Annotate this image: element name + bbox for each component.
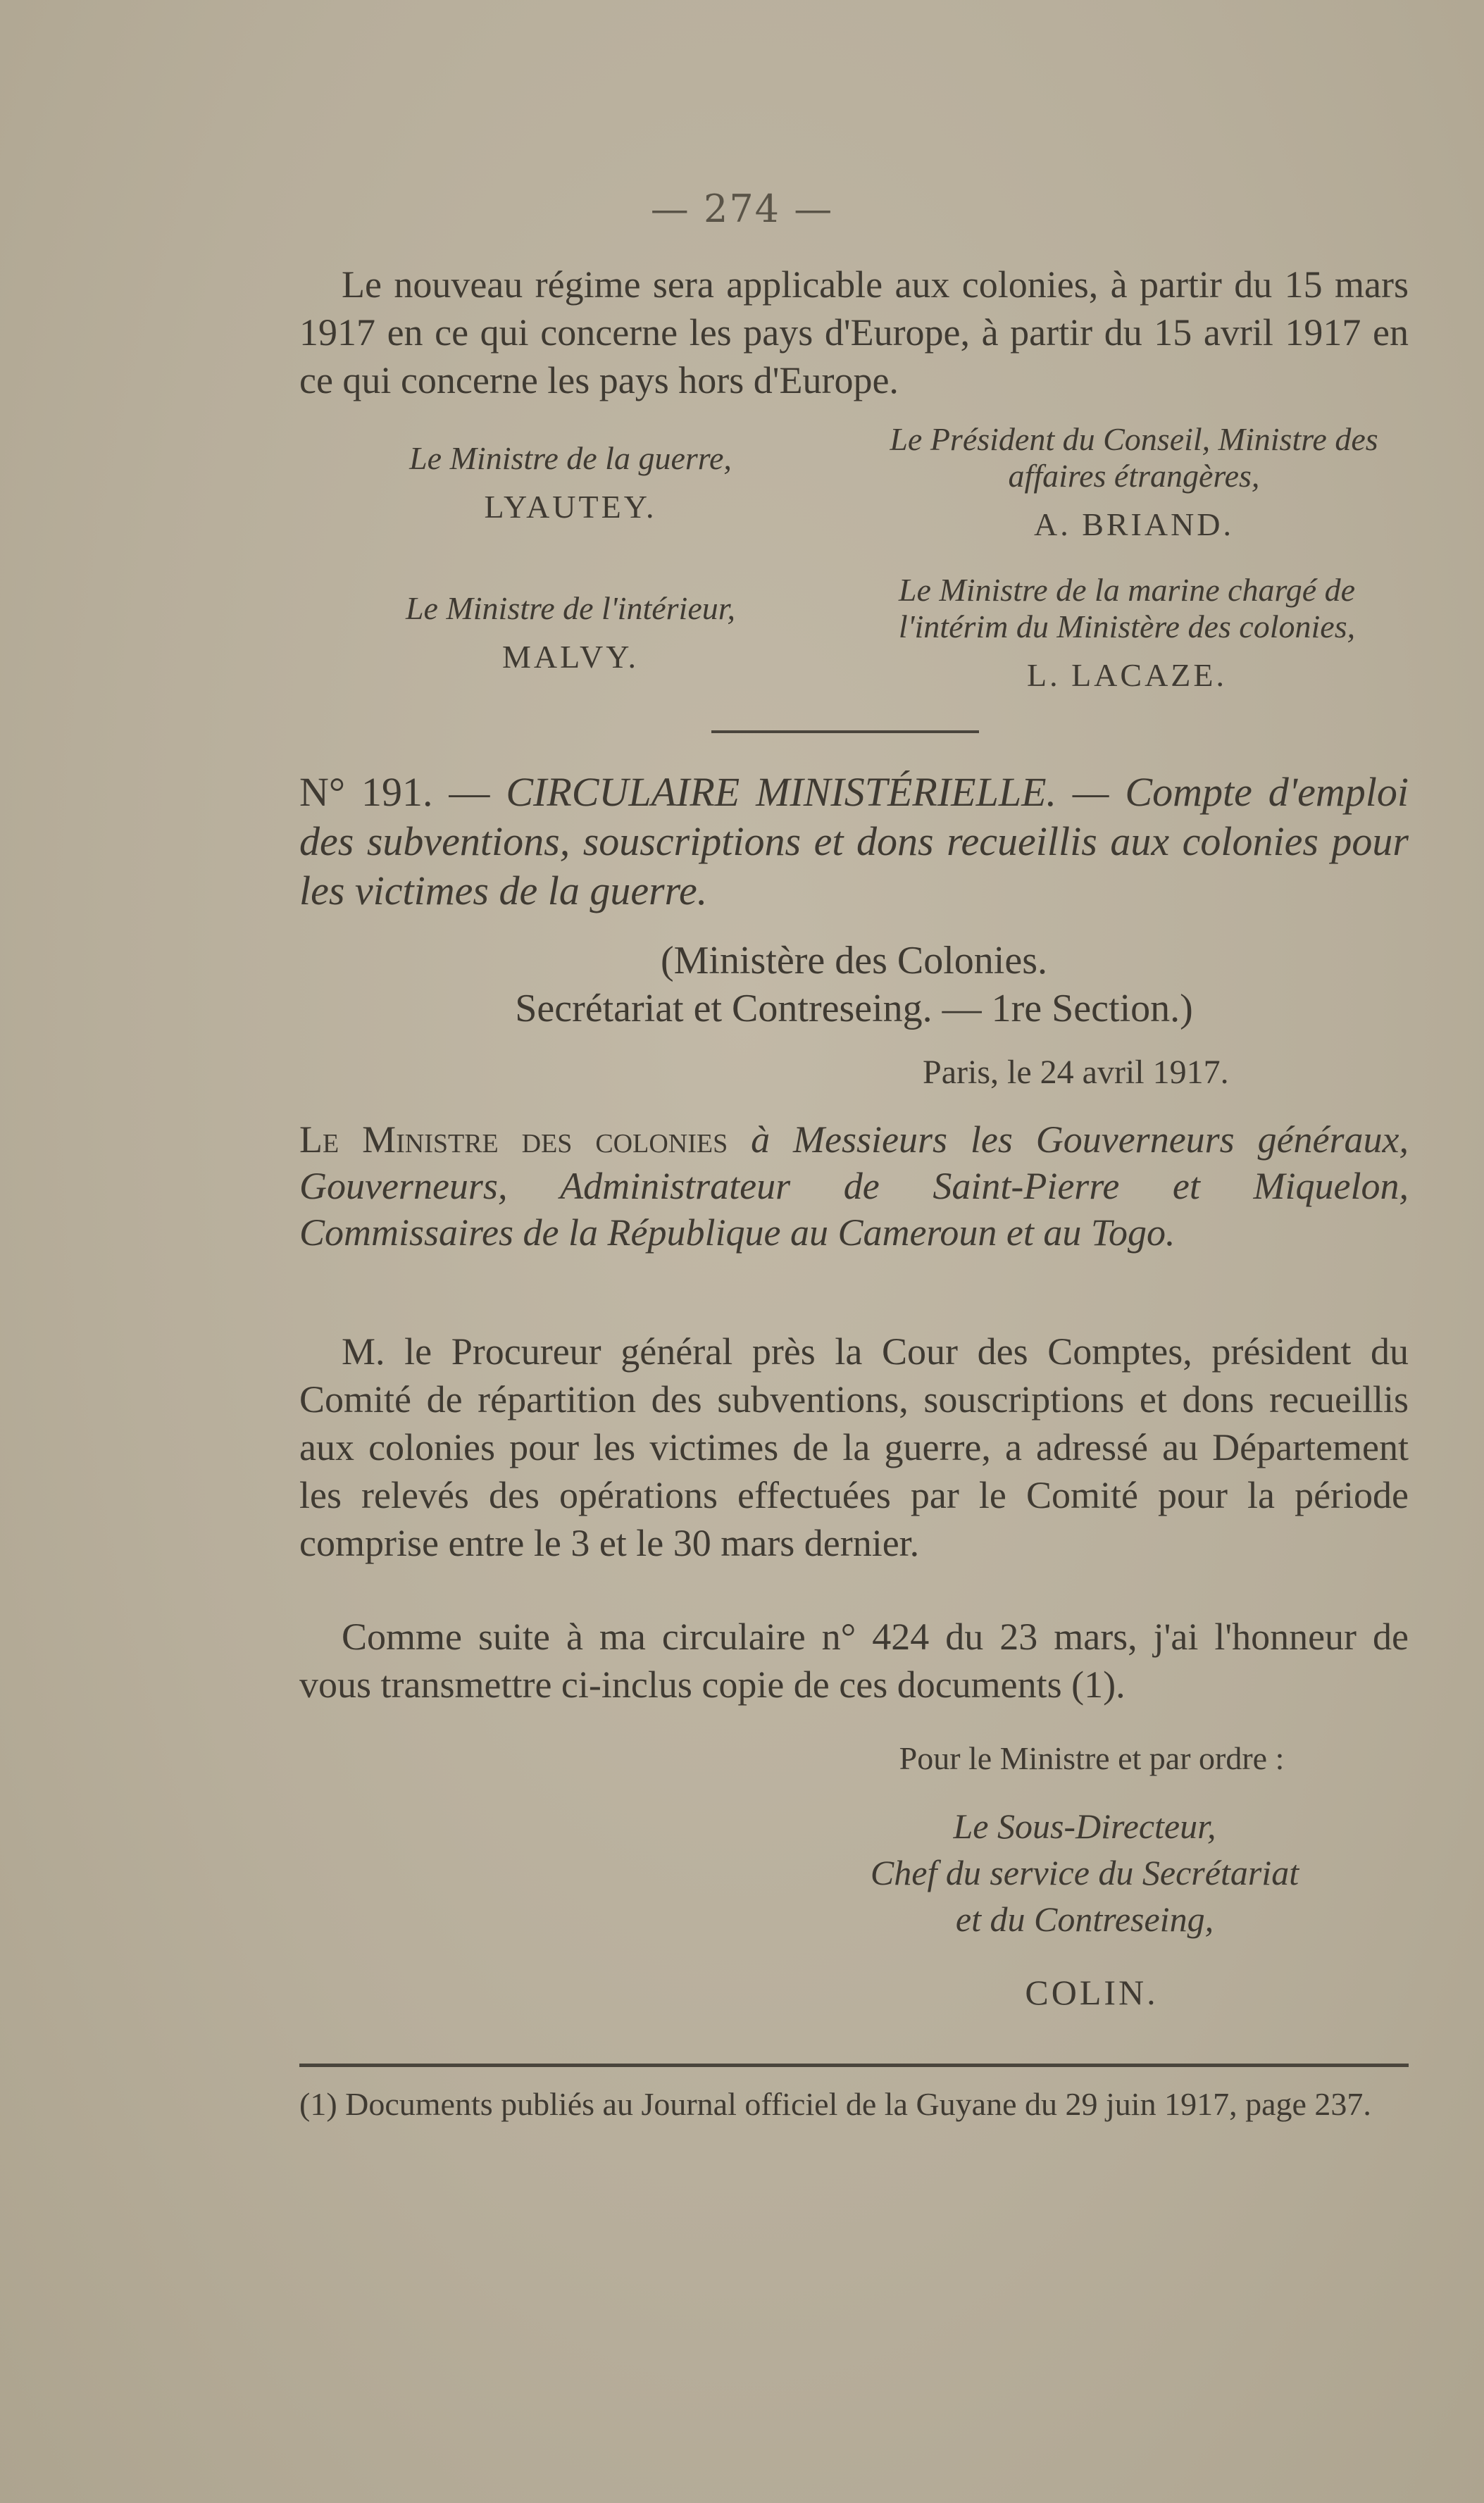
footnote-text: (1) Documents publiés au Journal officiel de la Guyane du 29 juin 1917, page 237.	[299, 2086, 1371, 2122]
signature-name: MALVY.	[501, 639, 639, 675]
signature-name: LYAUTEY.	[484, 489, 657, 525]
page-number: — 274 —	[650, 187, 834, 231]
closing-signature-block	[796, 1803, 1373, 1942]
body-paragraph-2-text: Comme suite à ma circulaire n° 424 du 23 mars, j'ai l'honneur de vous transmettre ci-inclus copie de ces documents (1).	[299, 1616, 1409, 1706]
signature-president-council	[873, 421, 1395, 543]
signature-title: Le Président du Conseil, Ministre des affaires étrangères,	[890, 421, 1378, 494]
body-paragraph-2	[299, 1613, 1409, 1709]
circular-number: N° 191. —	[299, 769, 490, 815]
signature-minister-interior	[366, 590, 775, 675]
signature-title: Le Ministre de l'intérieur,	[405, 590, 736, 626]
closing-order: Pour le Ministre et par ordre :	[899, 1740, 1285, 1776]
ministry-line-2: Secrétariat et Contreseing. — 1re Section.)	[515, 987, 1193, 1030]
closing-title-1: Le Sous-Directeur,	[953, 1806, 1216, 1846]
signature-title: Le Ministre de la marine chargé de l'intérim du Ministère des colonies,	[898, 572, 1356, 644]
signature-name: A. BRIAND.	[1033, 506, 1235, 542]
footnote-rule	[299, 2064, 1409, 2067]
body-paragraph-1-text: M. le Procureur général près la Cour des Comptes, président du Comité de répartition des subventions, souscriptions et dons recueillis aux colonies pour les victimes de la guerre, a adressé au Département les relevés des opérations effectuées par le Comité pour la période comprise entre le 3 et le 30 mars dernier.	[299, 1330, 1409, 1564]
circular-title: CIRCULAIRE MINISTÉRIELLE. — Compte d'emploi des subventions, souscriptions et dons recueillis aux colonies pour les victimes de la guerre.	[299, 769, 1409, 913]
intro-paragraph	[299, 261, 1409, 404]
ministry-line-1: (Ministère des Colonies.	[660, 939, 1048, 982]
addressee-block	[299, 1116, 1409, 1256]
signature-name: L. LACAZE.	[1026, 657, 1227, 693]
body-paragraph-1	[299, 1328, 1409, 1567]
closing-title-3: et du Contreseing,	[955, 1899, 1214, 1939]
section-divider	[711, 730, 979, 733]
footnote	[299, 2085, 1409, 2124]
signature-title: Le Ministre de la guerre,	[409, 440, 732, 476]
signature-minister-navy	[845, 572, 1409, 694]
circular-date: Paris, le 24 avril 1917.	[923, 1054, 1229, 1091]
closing-title-2: Chef du service du Secrétariat	[870, 1853, 1299, 1892]
signature-minister-war	[366, 440, 775, 525]
closing-name: COLIN.	[1025, 1973, 1159, 2012]
intro-paragraph-text: Le nouveau régime sera applicable aux colonies, à partir du 15 mars 1917 en ce qui concerne les pays d'Europe, à partir du 15 avril 1917 en ce qui concerne les pays hors d'Europe.	[299, 263, 1409, 401]
circular-heading	[299, 768, 1409, 916]
addressee-rest: à Messieurs les Gouverneurs généraux, Gouverneurs, Administrateur de Saint-Pierre et Miquelon, Commissaires de la République au Cameroun et au Togo.	[299, 1118, 1409, 1254]
addressee-lead: Le Ministre des colonies	[299, 1118, 728, 1161]
